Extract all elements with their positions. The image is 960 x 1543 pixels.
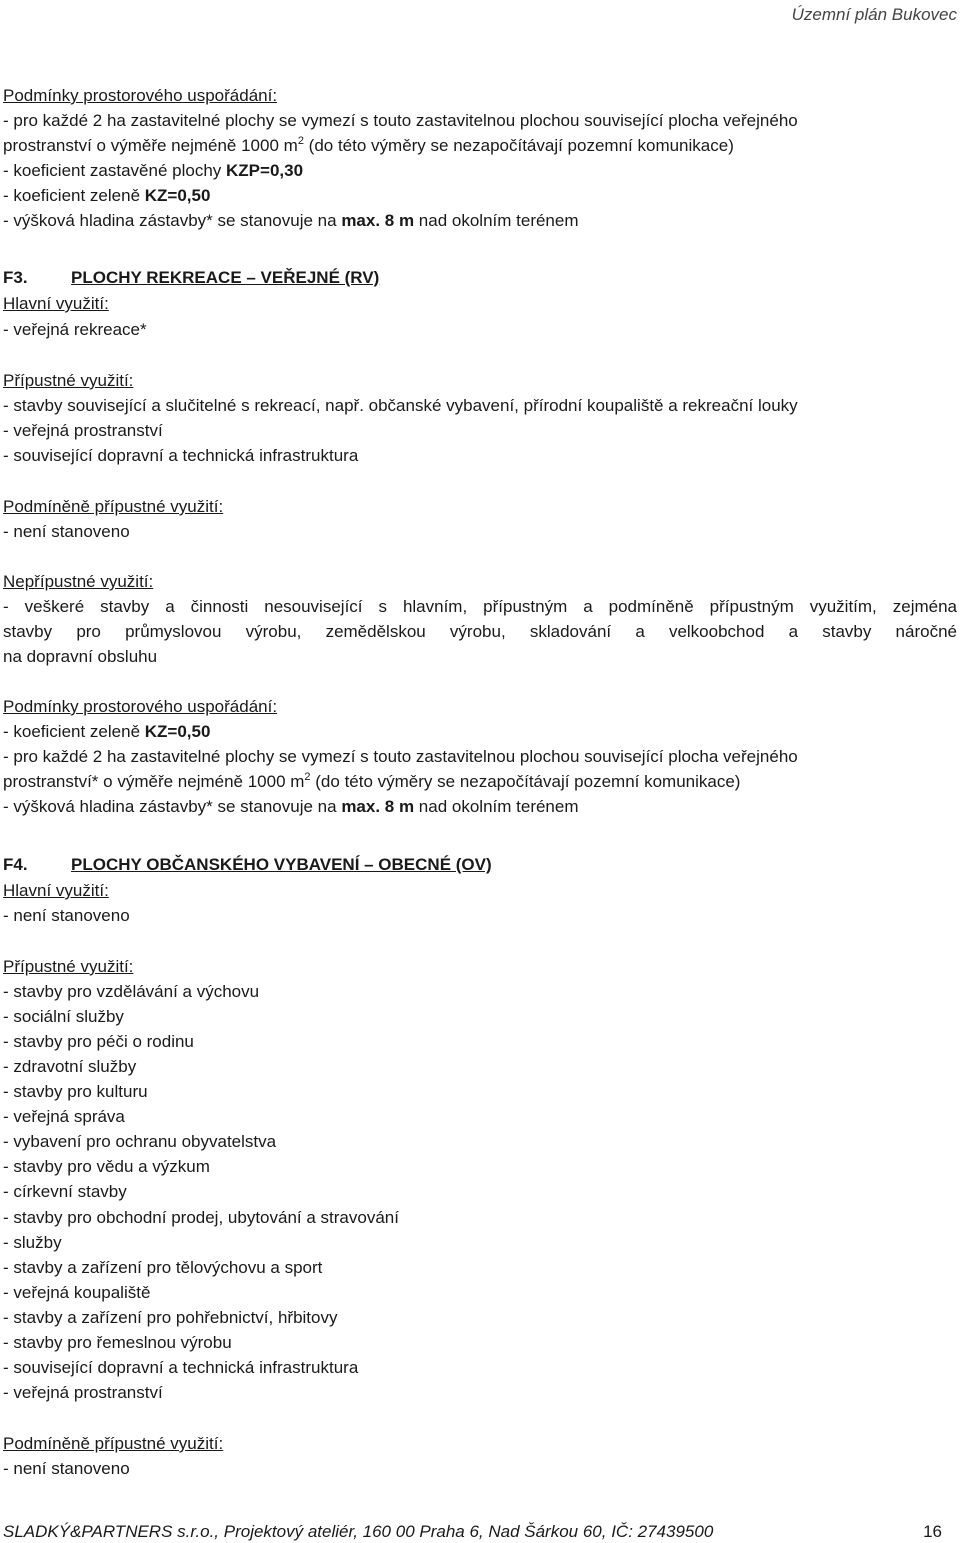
conditional-use-label: Podmíněně přípustné využití:: [3, 497, 224, 516]
list-item: - pro každé 2 ha zastavitelné plochy se vymezí s touto zastavitelnou plochou související plocha veřejného: [3, 111, 798, 130]
list-item: - pro každé 2 ha zastavitelné plochy se vymezí s touto zastavitelnou plochou související plocha veřejného: [3, 747, 798, 766]
list-item: - výšková hladina zástavby* se stanovuje na max. 8 m nad okolním terénem: [3, 211, 579, 230]
list-item: - veřejná koupaliště: [3, 1283, 151, 1302]
allowed-use-label: Přípustné využití:: [3, 371, 134, 390]
list-item: - zdravotní služby: [3, 1057, 137, 1076]
list-item: - související dopravní a technická infrastruktura: [3, 1358, 359, 1377]
main-use-label: Hlavní využití:: [3, 881, 109, 900]
list-item: - služby: [3, 1233, 62, 1252]
list-item: - stavby související a slučitelné s rekreací, např. občanské vybavení, přírodní koupaliště a rekreační louky: [3, 396, 798, 415]
main-use-label: Hlavní využití:: [3, 294, 109, 313]
list-item: na dopravní obsluhu: [3, 647, 158, 666]
list-item: - koeficient zeleně KZ=0,50: [3, 722, 211, 741]
spatial-conditions-label: Podmínky prostorového uspořádání:: [3, 697, 278, 716]
list-item: - související dopravní a technická infrastruktura: [3, 446, 359, 465]
section-title-f4: F4. PLOCHY OBČANSKÉHO VYBAVENÍ – OBECNÉ (OV): [3, 855, 492, 874]
list-item: - sociální služby: [3, 1007, 124, 1026]
document-title: Územní plán Bukovec: [791, 5, 957, 24]
conditional-use-label: Podmíněně přípustné využití:: [3, 1434, 224, 1453]
list-item: - stavby pro vzdělávání a výchovu: [3, 982, 260, 1001]
list-item: - stavby a zařízení pro pohřebnictví, hřbitovy: [3, 1308, 338, 1327]
section-heading: Podmínky prostorového uspořádání:: [3, 86, 278, 105]
list-item: - stavby a zařízení pro tělovýchovu a sport: [3, 1258, 323, 1277]
list-item: - veřejná správa: [3, 1107, 125, 1126]
allowed-use-label: Přípustné využití:: [3, 957, 134, 976]
list-item: - není stanoveno: [3, 522, 130, 541]
list-item: - není stanoveno: [3, 1459, 130, 1478]
list-item: stavby pro průmyslovou výrobu, zemědělskou výrobu, skladování a velkoobchod a stavby náročné: [3, 622, 957, 641]
list-item: - stavby pro kulturu: [3, 1082, 148, 1101]
list-item: - církevní stavby: [3, 1182, 127, 1201]
list-item: - stavby pro řemeslnou výrobu: [3, 1333, 232, 1352]
list-item: - veřejná prostranství: [3, 1383, 163, 1402]
section-title-f3: F3. PLOCHY REKREACE – VEŘEJNÉ (RV): [3, 268, 380, 287]
list-item: - stavby pro péči o rodinu: [3, 1032, 194, 1051]
list-item: - není stanoveno: [3, 906, 130, 925]
list-item: - stavby pro obchodní prodej, ubytování a stravování: [3, 1208, 399, 1227]
list-item: - veškeré stavby a činnosti nesouvisející s hlavním, přípustným a podmíněně přípustným využitím, zejména: [3, 597, 957, 616]
list-item: prostranství* o výměře nejméně 1000 $m^2$ (do této výměry se nezapočítávají pozemní komunikace): [3, 771, 741, 791]
list-item: - koeficient zeleně KZ=0,50: [3, 186, 211, 205]
list-item: - veřejná rekreace*: [3, 320, 147, 339]
list-item: - vybavení pro ochranu obyvatelstva: [3, 1132, 277, 1151]
list-item: - výšková hladina zástavby* se stanovuje na max. 8 m nad okolním terénem: [3, 797, 579, 816]
list-item: - koeficient zastavěné plochy KZP=0,30: [3, 161, 304, 180]
forbidden-use-label: Nepřípustné využití:: [3, 572, 154, 591]
list-item: - stavby pro vědu a výzkum: [3, 1157, 210, 1176]
list-item: prostranství o výměře nejméně 1000 $m^2$ (do této výměry se nezapočítávají pozemní komunikace): [3, 135, 734, 155]
footer-text: SLADKÝ&PARTNERS s.r.o., Projektový ateliér, 160 00 Praha 6, Nad Šárkou 60, IČ: 27439500: [3, 1522, 714, 1541]
list-item: - veřejná prostranství: [3, 421, 163, 440]
page-number: 16: [923, 1522, 942, 1541]
